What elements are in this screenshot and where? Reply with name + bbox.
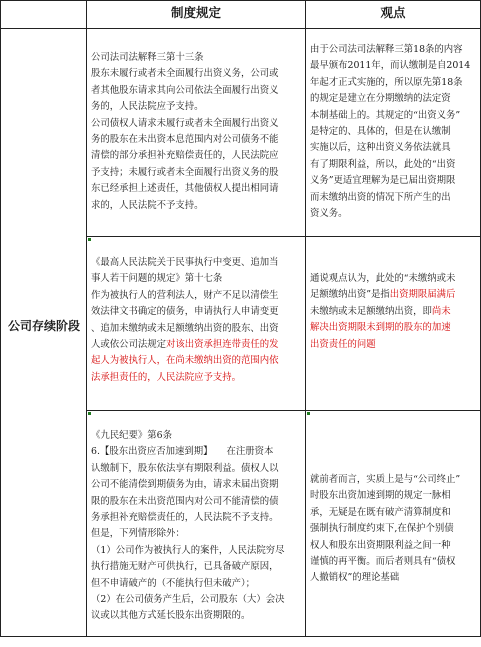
stage-column-border [86, 0, 87, 637]
rule-line [91, 148, 303, 164]
rule-line [91, 288, 303, 304]
rule-column-border [305, 0, 306, 637]
text-segment: 股东未履行或者未全面履行出资义务，公司或 [91, 68, 279, 80]
rule-cell-2 [91, 255, 303, 386]
rule-line [91, 337, 303, 353]
rule-line [91, 83, 303, 99]
text-segment: 限的股东在未出资范围内对公司不能清偿的债 [91, 495, 279, 507]
text-segment: 议或以其他方式延长股东出资期限的。 [91, 610, 251, 622]
text-segment: 权人和股东出资期限利益之间一种 [310, 539, 451, 551]
cell-corner-marker [88, 238, 91, 241]
text-segment: 而未缴纳出资的情况下所产生的出 [310, 191, 451, 203]
view-line [310, 190, 480, 206]
text-segment: 资义务。 [310, 208, 348, 220]
table-bottom-border [0, 636, 481, 637]
rule-line [91, 370, 303, 386]
view-line [310, 173, 480, 189]
view-line [310, 505, 480, 521]
text-segment: （2）在公司债务产生后，公司股东（大）会决 [91, 594, 285, 606]
text-segment: 有了期限利益，所以，此处的“出资 [310, 158, 456, 170]
text-segment: 公司债权人请求未履行或者未全面履行出资义 [91, 117, 279, 129]
rule-line [91, 165, 303, 181]
text-segment: 的规定是建立在分期缴纳的法定资 [310, 93, 451, 105]
view-line [310, 108, 480, 124]
rule-line [91, 304, 303, 320]
text-segment: 东已经承担上述责任，其他债权人提出相同请 [91, 183, 279, 195]
text-segment: 由于公司法司法解释三第18条的内容 [310, 44, 463, 55]
text-segment: 务的股东在未出资本息范围内对公司债务不能 [91, 134, 279, 146]
view-line [310, 42, 480, 58]
rule-line [91, 559, 303, 575]
view-line [310, 488, 480, 504]
view-line [310, 304, 480, 320]
highlighted-text: 法承担责任的，人民法院应予支持。 [91, 371, 242, 383]
rule-line [91, 477, 303, 493]
highlighted-text: 出资期限届满后 [389, 289, 456, 301]
text-segment: 予支持；未履行或者未全面履行出资义务的股 [91, 166, 279, 178]
highlighted-text: 解决出资期限未到期的股东的加速 [310, 322, 451, 334]
view-line [310, 75, 480, 91]
row2-bottom-border [86, 410, 481, 411]
text-segment: 本制基础上的。其规定的“出资义务” [310, 109, 461, 121]
view-line [310, 320, 480, 336]
rule-line [91, 321, 303, 337]
rule-cell-1 [91, 50, 303, 214]
rule-line [91, 526, 303, 542]
text-segment: 实施以后，这种出资义务依法就具 [310, 142, 451, 154]
text-segment: 最早颁布2011年，而认缴制是自2014 [310, 60, 471, 72]
rule-line [91, 198, 303, 214]
view-line [310, 58, 480, 74]
view-line [310, 337, 480, 353]
view-line [310, 140, 480, 156]
rule-line [91, 592, 303, 608]
text-segment: 谨慎的再平衡。而后者则具有“债权 [310, 556, 456, 568]
rule-line [91, 116, 303, 132]
rule-line [91, 543, 303, 559]
text-segment: 人撤销权”的理论基础 [310, 572, 400, 584]
highlighted-text: 起人为被执行人，在尚未缴纳出资的范围内依 [91, 355, 279, 367]
text-segment: 务的，人民法院应予支持。 [91, 101, 204, 113]
rule-line [91, 271, 303, 287]
rule-line [91, 353, 303, 369]
text-segment: 效法律文书确定的债务，申请执行人申请变更 [91, 306, 279, 318]
text-segment: 6.【股东出资应否加速到期】 在注册资本 [91, 446, 274, 458]
text-segment: 就前者而言，实质上是与“公司终止” [310, 474, 461, 485]
text-segment: 者其他股东请求其向公司依法全面履行出资义 [91, 84, 279, 96]
text-segment: 义务”更适宜理解为是已届出资期限 [310, 175, 456, 187]
header-rule-column: 制度规定 [170, 5, 221, 20]
text-segment: （1）公司作为被执行人的案件，人民法院穷尽 [91, 544, 285, 556]
text-segment: 清偿的部分承担补充赔偿责任的，人民法院应 [91, 150, 279, 162]
rule-line [91, 444, 303, 460]
rule-line [91, 132, 303, 148]
row1-bottom-border [86, 236, 481, 237]
text-segment: 务承担补充赔偿责任的，人民法院不予支持。 [91, 512, 279, 524]
rule-line [91, 99, 303, 115]
rule-line [91, 428, 303, 444]
text-segment: 强制执行制度约束下,在保护个别债 [310, 523, 454, 535]
highlighted-text: 出资责任的问题 [310, 338, 376, 350]
text-segment: 执行措施无财产可供执行，已具备破产原因， [91, 561, 279, 573]
view-line [310, 521, 480, 537]
text-segment: 公司法司法解释三第十三条 [91, 52, 204, 63]
view-line [310, 157, 480, 173]
text-segment: 是特定的、具体的，但是在认缴制 [310, 126, 451, 138]
text-segment: 认缴制下，股东依法享有期限利益。债权人以 [91, 462, 279, 474]
view-line [310, 271, 480, 287]
view-line [310, 124, 480, 140]
table-top-border [0, 0, 481, 1]
cell-corner-marker [307, 412, 310, 415]
text-segment: 承，无疑是在既有破产清算制度和 [310, 506, 451, 518]
highlighted-text: 对该出资承担连带责任的发 [166, 339, 279, 351]
text-segment: 未缴纳或未足额缴纳出资，即 [310, 305, 432, 317]
highlighted-text: 尚未 [431, 305, 451, 317]
rule-cell-3 [91, 428, 303, 625]
rule-line [91, 255, 303, 271]
text-segment: 但是，下列情形除外： [91, 528, 185, 540]
rule-line [91, 66, 303, 82]
rule-line [91, 576, 303, 592]
view-line [310, 287, 480, 303]
view-cell-2 [310, 271, 480, 353]
table-left-border [0, 0, 1, 637]
text-segment: 人或依公司法规定 [91, 339, 167, 351]
text-segment: 《最高人民法院关于民事执行中变更、追加当 [91, 257, 279, 268]
rule-line [91, 510, 303, 526]
text-segment: 年起才正式实施的，所以原先第18条 [310, 76, 463, 88]
view-cell-3 [310, 472, 480, 587]
view-line [310, 570, 480, 586]
rule-line [91, 494, 303, 510]
text-segment: 但不申请破产的（不能执行但未破产）； [91, 577, 256, 589]
view-cell-1 [310, 42, 480, 222]
text-segment: 求的，人民法院不予支持。 [91, 199, 204, 211]
view-line [310, 554, 480, 570]
text-segment: 《九民纪要》第6条 [91, 430, 172, 441]
view-line [310, 91, 480, 107]
rule-line [91, 608, 303, 624]
cell-corner-marker [88, 412, 91, 415]
rule-line [91, 181, 303, 197]
text-segment: 事人若干问题的规定》第十七条 [91, 273, 223, 285]
header-view-column: 观点 [380, 5, 406, 20]
header-bottom-border [0, 28, 481, 29]
text-segment: 、追加未缴纳或未足额缴纳出资的股东、出资 [91, 322, 279, 334]
text-segment: 作为被执行人的营利法人，财产不足以清偿生 [91, 289, 279, 301]
rule-line [91, 461, 303, 477]
text-segment: 通说观点认为，此处的“未缴纳或未 [310, 273, 456, 284]
view-line [310, 472, 480, 488]
rule-line [91, 50, 303, 66]
view-line [310, 538, 480, 554]
text-segment: 时股东出资加速到期的规定一脉相 [310, 490, 451, 502]
text-segment: 足额缴纳出资”是指 [310, 289, 390, 301]
view-line [310, 206, 480, 222]
text-segment: 公司不能清偿到期债务为由，请求未届出资期 [91, 479, 279, 491]
stage-label: 公司存续阶段 [8, 319, 81, 333]
